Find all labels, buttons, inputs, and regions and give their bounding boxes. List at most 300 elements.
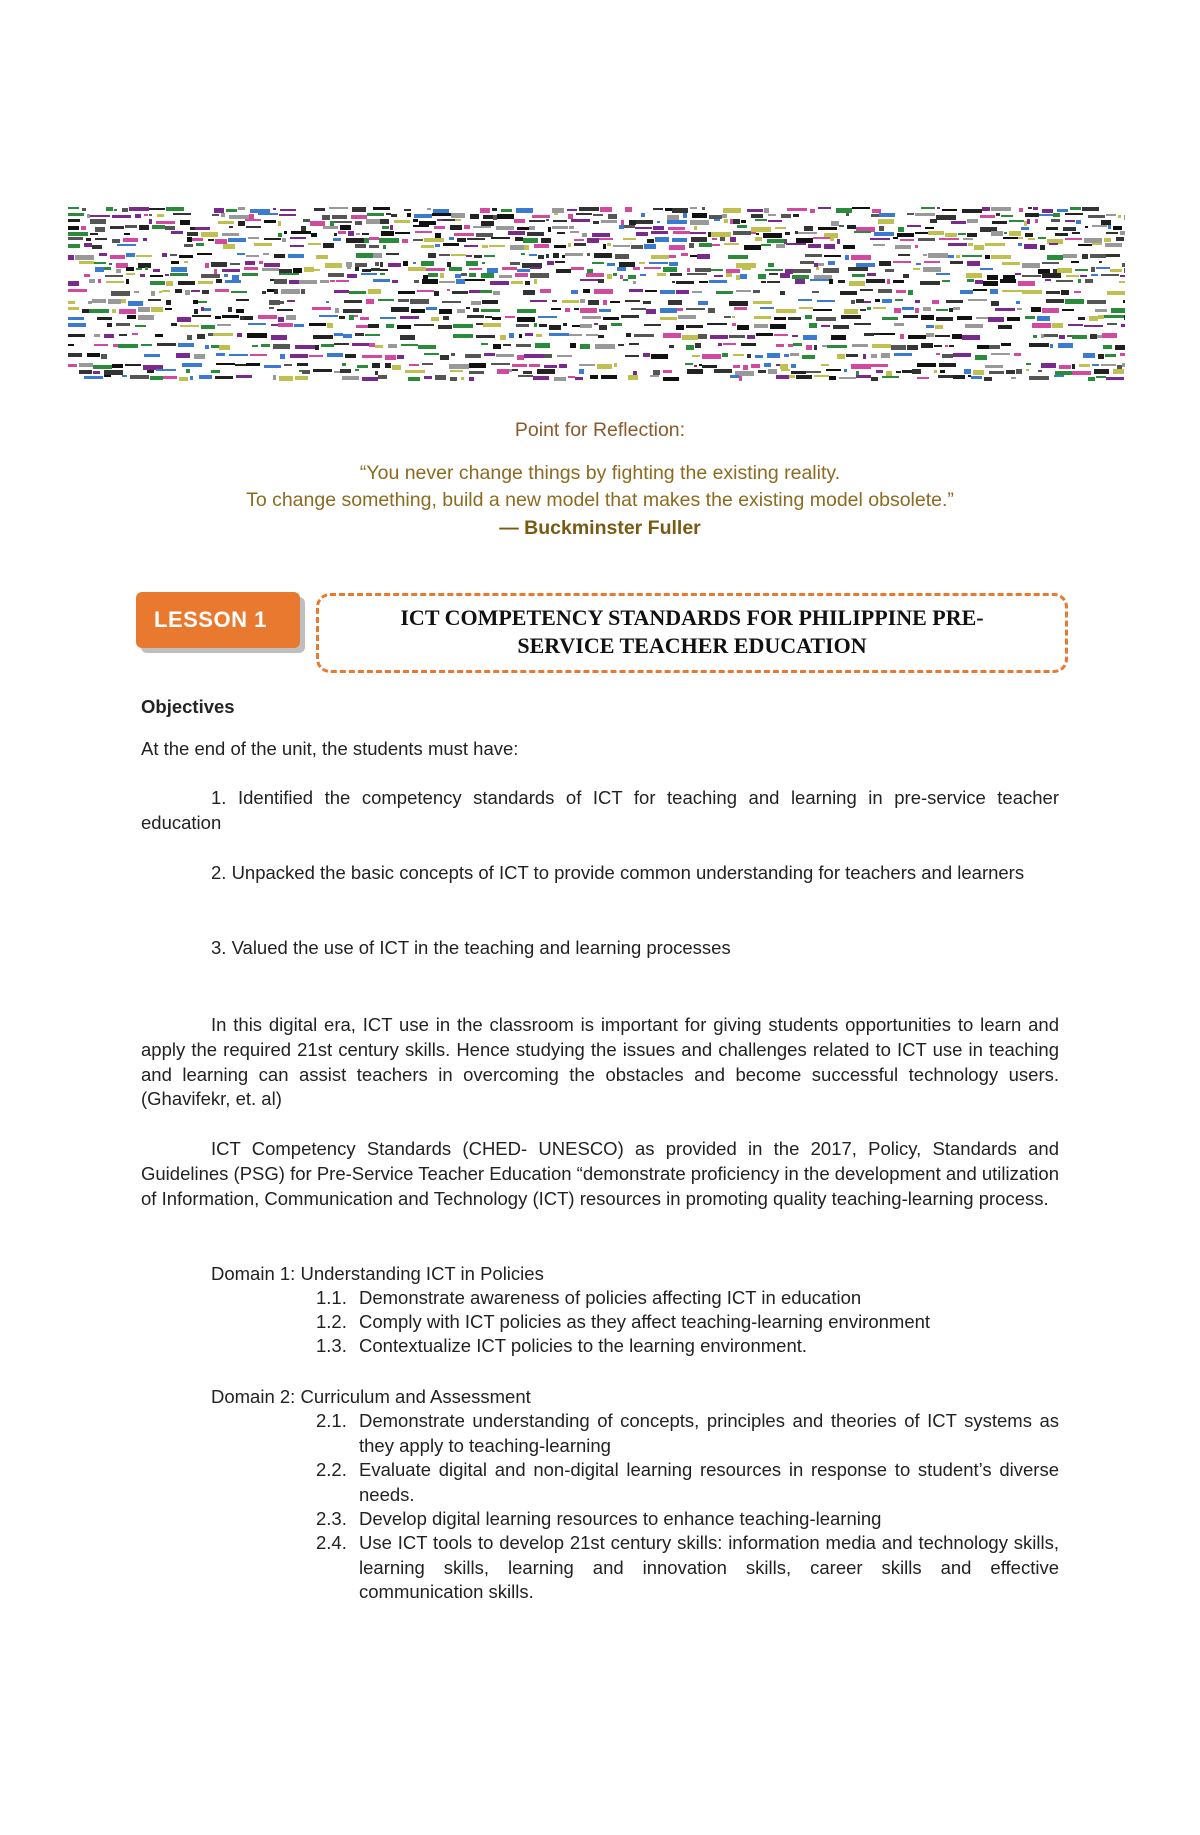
banner-noise-block xyxy=(136,255,152,257)
banner-noise-block xyxy=(554,213,558,215)
banner-noise-block xyxy=(583,289,590,293)
banner-noise-block xyxy=(1084,238,1102,243)
banner-noise-block xyxy=(840,291,857,295)
banner-noise-block xyxy=(523,290,535,295)
banner-noise-block xyxy=(818,207,831,209)
banner-noise-block xyxy=(476,335,495,338)
banner-noise-block xyxy=(201,325,215,329)
banner-noise-block xyxy=(1016,369,1022,374)
banner-noise-block xyxy=(894,308,901,313)
banner-noise-block xyxy=(699,243,712,247)
banner-noise-block xyxy=(552,208,564,213)
banner-noise-block xyxy=(461,273,467,276)
banner-noise-block xyxy=(912,369,921,374)
banner-noise-block xyxy=(670,273,682,276)
banner-noise-block xyxy=(950,261,963,264)
banner-noise-block xyxy=(332,215,347,219)
banner-noise-block xyxy=(1090,334,1097,339)
banner-noise-block xyxy=(428,273,438,277)
banner-noise-block xyxy=(1122,363,1125,367)
banner-noise-block xyxy=(631,308,646,310)
banner-noise-block xyxy=(900,239,914,241)
banner-noise-block xyxy=(692,291,702,293)
banner-noise-block xyxy=(973,289,987,291)
banner-noise-block xyxy=(524,354,544,358)
banner-noise-block xyxy=(826,369,841,371)
banner-noise-block xyxy=(215,289,229,292)
banner-noise-block xyxy=(95,227,105,232)
banner-noise-block xyxy=(401,344,418,346)
banner-noise-block xyxy=(232,275,239,280)
banner-noise-block xyxy=(153,269,160,272)
banner-noise-block xyxy=(517,309,536,313)
banner-noise-block xyxy=(973,370,984,375)
banner-noise-block xyxy=(110,226,124,229)
banner-noise-block xyxy=(397,325,411,329)
banner-noise-block xyxy=(171,261,179,264)
banner-noise-block xyxy=(788,317,801,320)
banner-noise-block xyxy=(946,300,963,303)
banner-noise-block xyxy=(201,274,220,278)
banner-noise-block xyxy=(644,244,656,249)
banner-noise-block xyxy=(554,377,566,381)
banner-noise-block xyxy=(830,238,834,241)
banner-noise-block xyxy=(132,333,138,335)
banner-noise-block xyxy=(414,214,432,218)
banner-noise-block xyxy=(452,291,468,294)
banner-noise-block xyxy=(587,269,593,273)
domain-item-num: 2.3. xyxy=(316,1508,347,1529)
banner-noise-block xyxy=(246,363,260,366)
banner-noise-block xyxy=(262,268,279,271)
banner-noise-block xyxy=(843,245,855,249)
banner-noise-block xyxy=(579,369,584,374)
banner-noise-block xyxy=(1105,243,1122,247)
banner-noise-block xyxy=(415,231,432,233)
banner-noise-block xyxy=(926,333,934,337)
banner-noise-block xyxy=(775,227,786,229)
banner-noise-block xyxy=(349,291,366,294)
banner-noise-block xyxy=(228,238,246,242)
banner-noise-block xyxy=(851,300,855,304)
banner-noise-block xyxy=(150,281,165,285)
banner-noise-block xyxy=(1074,291,1081,293)
banner-noise-block xyxy=(150,275,163,277)
banner-noise-block xyxy=(198,281,213,284)
banner-noise-block xyxy=(118,344,138,348)
banner-noise-block xyxy=(663,377,679,381)
banner-noise-block xyxy=(985,243,1005,246)
banner-noise-block xyxy=(464,225,470,229)
banner-noise-block xyxy=(793,214,799,217)
banner-noise-block xyxy=(355,369,359,371)
banner-noise-block xyxy=(663,333,681,338)
banner-noise-block xyxy=(787,208,807,211)
banner-noise-block xyxy=(1104,238,1111,242)
banner-noise-block xyxy=(1041,363,1056,368)
banner-noise-block xyxy=(1096,267,1110,269)
banner-noise-block xyxy=(798,232,817,234)
banner-noise-block xyxy=(631,245,643,249)
banner-noise-block xyxy=(482,262,485,264)
banner-noise-block xyxy=(106,281,124,283)
banner-noise-block xyxy=(273,208,276,210)
banner-noise-block xyxy=(567,209,577,211)
banner-noise-block xyxy=(556,269,571,273)
banner-noise-block xyxy=(216,279,222,283)
banner-noise-block xyxy=(1095,309,1107,312)
banner-noise-block xyxy=(1078,317,1085,320)
banner-noise-block xyxy=(576,213,592,215)
banner-noise-block xyxy=(991,255,1011,259)
banner-noise-block xyxy=(1116,237,1124,241)
banner-noise-block xyxy=(485,316,492,318)
banner-noise-block xyxy=(1011,377,1016,379)
banner-noise-block xyxy=(1113,226,1122,230)
banner-noise-block xyxy=(90,219,106,224)
banner-noise-block xyxy=(915,300,920,303)
domain-item-num: 2.1. xyxy=(316,1410,347,1431)
banner-noise-block xyxy=(127,315,136,319)
banner-noise-block xyxy=(907,345,918,350)
banner-noise-block xyxy=(644,267,661,269)
banner-noise-block xyxy=(651,255,669,259)
banner-noise-block xyxy=(258,213,278,215)
banner-noise-block xyxy=(572,325,580,327)
banner-noise-block xyxy=(651,354,668,359)
banner-noise-block xyxy=(1046,299,1064,303)
banner-noise-block xyxy=(362,355,382,358)
banner-noise-block xyxy=(465,354,481,358)
banner-noise-block xyxy=(365,334,380,336)
banner-noise-block xyxy=(258,315,277,319)
banner-noise-block xyxy=(593,221,599,224)
banner-noise-block xyxy=(764,363,771,367)
lesson-badge: LESSON 1 xyxy=(136,592,300,648)
banner-noise-block xyxy=(980,215,995,218)
banner-noise-block xyxy=(480,290,492,293)
banner-noise-block xyxy=(246,226,261,228)
banner-noise-block xyxy=(302,370,310,374)
banner-noise-block xyxy=(1107,291,1125,295)
banner-noise-block xyxy=(907,213,914,215)
banner-noise-block xyxy=(769,273,778,275)
banner-noise-block xyxy=(491,237,510,239)
banner-noise-block xyxy=(517,355,524,360)
banner-noise-block xyxy=(492,317,501,320)
banner-noise-block xyxy=(548,227,551,232)
banner-noise-block xyxy=(147,370,154,373)
banner-noise-block xyxy=(501,209,512,212)
banner-noise-block xyxy=(148,299,161,301)
banner-noise-block xyxy=(1091,267,1095,272)
banner-noise-block xyxy=(657,273,666,276)
banner-noise-block xyxy=(443,219,455,221)
banner-noise-block xyxy=(724,219,728,223)
banner-noise-block xyxy=(829,376,836,380)
banner-noise-block xyxy=(874,232,894,236)
banner-noise-block xyxy=(1099,261,1102,263)
banner-noise-block xyxy=(202,290,209,294)
banner-noise-block xyxy=(1118,215,1121,218)
banner-noise-block xyxy=(991,353,1010,355)
banner-noise-block xyxy=(112,309,116,313)
banner-noise-block xyxy=(508,231,525,235)
banner-noise-block xyxy=(261,344,270,347)
banner-noise-block xyxy=(68,213,84,216)
banner-noise-block xyxy=(465,279,485,281)
banner-noise-block xyxy=(126,253,135,257)
banner-noise-block xyxy=(88,301,92,304)
banner-noise-block xyxy=(791,371,806,374)
banner-noise-block xyxy=(686,325,703,328)
banner-noise-block xyxy=(112,239,120,243)
banner-noise-block xyxy=(171,323,177,326)
banner-noise-block xyxy=(94,262,106,264)
banner-noise-block xyxy=(639,262,645,264)
banner-noise-block xyxy=(952,334,962,339)
banner-noise-block xyxy=(1056,280,1073,282)
banner-noise-block xyxy=(178,343,194,347)
banner-noise-block xyxy=(68,317,84,320)
banner-noise-block xyxy=(190,227,195,230)
banner-noise-block xyxy=(303,219,310,222)
banner-noise-block xyxy=(708,232,711,237)
banner-noise-block xyxy=(822,345,827,347)
banner-noise-block xyxy=(112,215,131,218)
banner-noise-block xyxy=(211,262,227,267)
banner-noise-block xyxy=(136,268,142,270)
banner-noise-block xyxy=(1028,238,1035,240)
banner-noise-block xyxy=(212,214,219,216)
banner-noise-block xyxy=(708,308,715,313)
banner-noise-block xyxy=(580,308,597,313)
banner-noise-block xyxy=(802,355,815,359)
banner-noise-block xyxy=(1065,238,1082,240)
banner-noise-block xyxy=(162,290,170,292)
domain-item-text: Demonstrate awareness of policies affecting ICT in education xyxy=(359,1287,862,1308)
banner-noise-block xyxy=(435,375,446,380)
banner-noise-block xyxy=(629,289,643,292)
banner-noise-block xyxy=(484,255,495,257)
banner-noise-block xyxy=(175,289,182,293)
banner-noise-block xyxy=(89,309,109,313)
banner-noise-block xyxy=(470,214,479,219)
banner-noise-block xyxy=(355,244,366,248)
banner-noise-block xyxy=(676,325,684,330)
banner-noise-block xyxy=(867,307,871,310)
banner-noise-block xyxy=(431,317,439,321)
banner-noise-block xyxy=(152,225,165,229)
banner-noise-block xyxy=(837,239,840,244)
banner-noise-block xyxy=(400,316,419,319)
banner-noise-block xyxy=(128,301,143,306)
banner-noise-block xyxy=(194,354,205,359)
banner-noise-block xyxy=(286,315,296,320)
banner-noise-block xyxy=(1050,344,1053,348)
banner-noise-block xyxy=(1087,300,1106,304)
banner-noise-block xyxy=(530,300,547,302)
banner-noise-block xyxy=(340,225,351,230)
banner-noise-block xyxy=(672,281,675,283)
banner-noise-block xyxy=(1059,365,1071,369)
banner-noise-block xyxy=(455,274,461,278)
banner-noise-block xyxy=(730,219,733,224)
banner-noise-block xyxy=(369,343,375,347)
banner-noise-block xyxy=(998,325,1012,329)
banner-noise-block xyxy=(449,364,469,369)
banner-noise-block xyxy=(992,221,1007,224)
banner-noise-block xyxy=(781,369,790,371)
banner-noise-block xyxy=(653,208,663,210)
banner-noise-block xyxy=(603,244,606,249)
banner-noise-block xyxy=(197,253,212,255)
banner-noise-block xyxy=(628,275,636,279)
banner-noise-block xyxy=(208,239,214,241)
banner-noise-block xyxy=(348,231,354,236)
banner-noise-block xyxy=(1089,316,1098,321)
banner-noise-block xyxy=(636,220,653,224)
banner-noise-block xyxy=(216,353,225,356)
banner-noise-block xyxy=(813,309,832,311)
banner-noise-block xyxy=(799,307,813,309)
banner-noise-block xyxy=(1041,334,1044,338)
banner-noise-block xyxy=(252,345,258,347)
banner-noise-block xyxy=(113,344,118,347)
banner-noise-block xyxy=(852,274,865,277)
banner-noise-block xyxy=(921,315,934,320)
banner-noise-block xyxy=(544,354,552,358)
banner-noise-block xyxy=(1082,207,1099,211)
banner-noise-block xyxy=(192,315,211,317)
banner-noise-block xyxy=(798,299,812,301)
banner-noise-block xyxy=(898,254,910,256)
banner-noise-block xyxy=(751,227,771,232)
banner-noise-block xyxy=(344,300,362,303)
banner-noise-block xyxy=(968,243,973,246)
banner-noise-block xyxy=(876,370,883,373)
banner-noise-block xyxy=(960,290,973,294)
banner-noise-block xyxy=(330,280,335,282)
banner-noise-block xyxy=(733,231,751,235)
banner-noise-block xyxy=(829,279,833,284)
banner-noise-block xyxy=(1033,335,1037,338)
banner-noise-block xyxy=(895,245,911,249)
banner-noise-block xyxy=(1032,323,1051,328)
banner-noise-block xyxy=(921,207,935,209)
banner-noise-block xyxy=(424,376,432,379)
banner-noise-block xyxy=(496,226,514,230)
banner-noise-block xyxy=(915,232,928,234)
banner-noise-block xyxy=(924,261,940,263)
banner-noise-block xyxy=(694,365,697,367)
banner-noise-block xyxy=(844,309,858,314)
banner-noise-block xyxy=(180,325,199,327)
domain-item-text: Use ICT tools to develop 21st century skills: information media and technology skills, learning skills, learning and innovation skills, career skills and effective communication skills. xyxy=(359,1532,1059,1602)
banner-noise-block xyxy=(737,325,749,330)
banner-noise-block xyxy=(1072,335,1087,339)
banner-noise-block xyxy=(211,370,220,373)
banner-noise-block xyxy=(625,300,640,302)
banner-noise-block xyxy=(435,244,440,247)
banner-noise-block xyxy=(660,317,677,320)
banner-noise-block xyxy=(990,289,998,294)
banner-noise-block xyxy=(949,308,953,312)
banner-noise-block xyxy=(1022,290,1042,294)
banner-noise-block xyxy=(1079,364,1090,367)
banner-noise-block xyxy=(422,363,433,365)
banner-noise-block xyxy=(549,325,561,330)
banner-noise-block xyxy=(90,233,98,235)
banner-noise-block xyxy=(515,237,523,241)
banner-noise-block xyxy=(537,369,555,374)
banner-noise-block xyxy=(856,263,875,267)
banner-noise-block xyxy=(586,273,604,277)
banner-noise-block xyxy=(290,245,304,247)
banner-noise-block xyxy=(689,243,694,248)
banner-noise-block xyxy=(814,345,817,350)
banner-noise-block xyxy=(68,334,85,337)
banner-noise-block xyxy=(650,375,659,377)
banner-noise-block xyxy=(968,299,987,301)
banner-noise-block xyxy=(958,233,966,235)
banner-noise-block xyxy=(821,325,830,327)
banner-noise-block xyxy=(346,262,352,267)
banner-noise-block xyxy=(709,280,727,283)
banner-noise-block xyxy=(440,273,444,278)
banner-noise-block xyxy=(918,238,935,241)
banner-noise-block xyxy=(221,213,225,217)
banner-noise-block xyxy=(391,214,397,217)
banner-noise-block xyxy=(942,209,957,211)
banner-noise-block xyxy=(201,232,218,237)
banner-noise-block xyxy=(385,355,396,360)
banner-noise-block xyxy=(316,255,328,259)
banner-noise-block xyxy=(279,376,293,381)
banner-noise-block xyxy=(1046,291,1060,294)
banner-noise-block xyxy=(541,238,551,243)
banner-noise-block xyxy=(1057,268,1072,273)
banner-noise-block xyxy=(1070,207,1081,210)
banner-noise-block xyxy=(455,219,461,221)
banner-noise-block xyxy=(751,214,763,218)
banner-noise-block xyxy=(780,273,790,278)
banner-noise-block xyxy=(770,324,786,329)
banner-noise-block xyxy=(991,301,999,306)
banner-noise-block xyxy=(1090,254,1106,258)
banner-noise-block xyxy=(678,315,696,319)
banner-noise-block xyxy=(456,279,465,284)
paragraph-2: ICT Competency Standards (CHED- UNESCO) as provided in the 2017, Policy, Standards and Guidelines (PSG) for Pre-Service Teacher Education “demonstrate proficiency in the development and utilization of Information, Communication and Technology (ICT) resources in promoting quality teaching-learning process. xyxy=(141,1138,1059,1209)
banner-noise-block xyxy=(449,267,462,271)
banner-noise-block xyxy=(784,354,789,357)
banner-noise-block xyxy=(190,376,193,380)
banner-noise-block xyxy=(582,233,587,237)
banner-noise-block xyxy=(902,307,914,310)
banner-noise-block xyxy=(491,363,510,365)
banner-noise-block xyxy=(908,290,913,295)
banner-noise-block xyxy=(1001,215,1013,217)
banner-noise-block xyxy=(788,344,793,347)
banner-noise-block xyxy=(68,344,74,346)
banner-noise-block xyxy=(574,243,586,246)
banner-noise-block xyxy=(451,353,455,356)
banner-noise-block xyxy=(356,253,373,258)
banner-noise-block xyxy=(1108,225,1111,229)
banner-noise-block xyxy=(1113,369,1124,374)
banner-noise-block xyxy=(908,335,926,339)
banner-noise-block xyxy=(68,364,77,367)
